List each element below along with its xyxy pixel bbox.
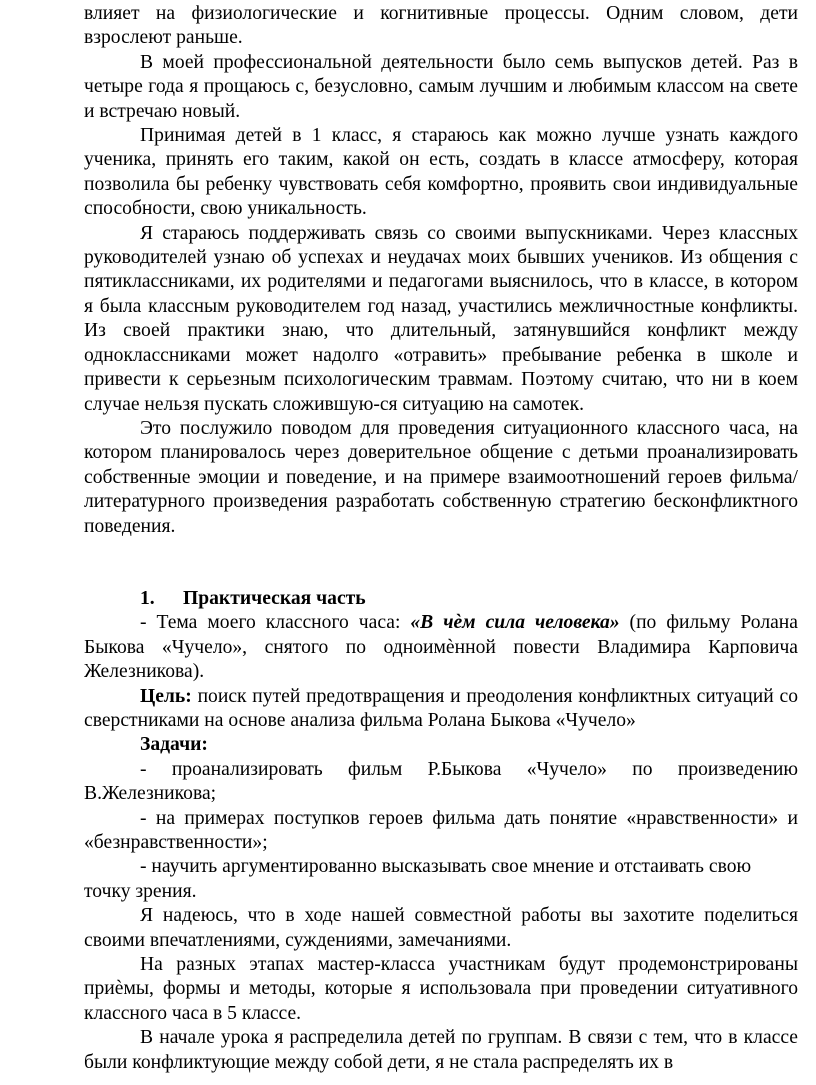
section-number: 1. — [140, 587, 155, 609]
paragraph-master-class: На разных этапах мастер-класса участникам будут продемонстрированы приѐмы, формы и методы, которые я использовала при проведении ситуативного классного часа в 5 классе. — [84, 954, 798, 1024]
paragraph-intro-end: влияет на физиологические и когнитивные процессы. Одним словом, дети взрослеют раньше. — [84, 3, 798, 49]
paragraph-graduations: В моей профессиональной деятельности было семь выпусков детей. Раз в четыре года я прощаюсь с, безусловно, самым лучшим и любимым классом на свете и встречаю новый. — [84, 51, 798, 122]
section-title: Практическая часть — [183, 587, 366, 609]
paragraph-groups: В начале урока я распределила детей по группам. В связи с тем, что в классе были конфликтующие между собой дети, я не стала распределять их в — [84, 1027, 798, 1073]
topic-suffix: (по фильму Ролана Быкова «Чучело», снятого по одноимѐнной повести Владимира Карповича Железникова). — [84, 612, 798, 683]
paragraph-first-grade: Принимая детей в 1 класс, я стараюсь как можно лучше узнать каждого ученика, принять его таким, какой он есть, создать в классе атмосферу, которая позволила бы ребенку чувствовать себя комфортно, проявить свои индивидуальные способности, свою уникальность. — [84, 125, 798, 220]
goal-label: Цель: — [140, 685, 192, 707]
section-heading — [84, 587, 798, 611]
paragraph-class-hour-reason: Это послужило поводом для проведения ситуационного классного часа, на котором планировалось через доверительное общение с детьми проанализировать собственные эмоции и поведение, и на примере взаимоотношений героев фильма/литературного произведения разработать собственную стратегию бесконфликтного поведения. — [84, 417, 798, 537]
task-item-argue: - научить аргументированно высказывать свое мнение и отстаивать свою точку зрения. — [84, 856, 752, 902]
topic-prefix: - Тема моего классного часа: — [140, 612, 411, 634]
goal-text: поиск путей предотвращения и преодоления конфликтных ситуаций со сверстниками на основе анализа фильма Ролана Быкова «Чучело» — [84, 685, 798, 731]
topic-title: «В чѐм сила человека» — [410, 612, 620, 634]
paragraph-graduates-contact: Я стараюсь поддерживать связь со своими выпускниками. Через классных руководителей узнаю об успехах и неудачах моих бывших учеников. Из общения с пятиклассниками, их родителями и педагогами выяснилось, что в классе, в котором я была классным руководителем год назад, участились межличностные конфликты. Из своей практики знаю, что длительный, затянувшийся конфликт между одноклассниками может надолго «отравить» пребывание ребенка в школе и привести к серьезным психологическим травмам. Поэтому считаю, что ни в коем случае нельзя пускать сложившую-ся ситуацию на самотек. — [84, 222, 798, 415]
document-page — [84, 2, 798, 1075]
task-item-analyze: - проанализировать фильм Р.Быкова «Чучело» по произведению В.Железникова; — [84, 758, 798, 805]
tasks-label: Задачи: — [140, 734, 208, 756]
topic-paragraph — [84, 611, 798, 684]
task-item-morality: - на примерах поступков героев фильма дать понятие «нравственности» и «безнравственности»; — [84, 807, 798, 853]
goal-paragraph — [84, 685, 798, 734]
paragraph-hope: Я надеюсь, что в ходе нашей совместной работы вы захотите поделиться своими впечатлениями, суждениями, замечаниями. — [84, 905, 798, 951]
